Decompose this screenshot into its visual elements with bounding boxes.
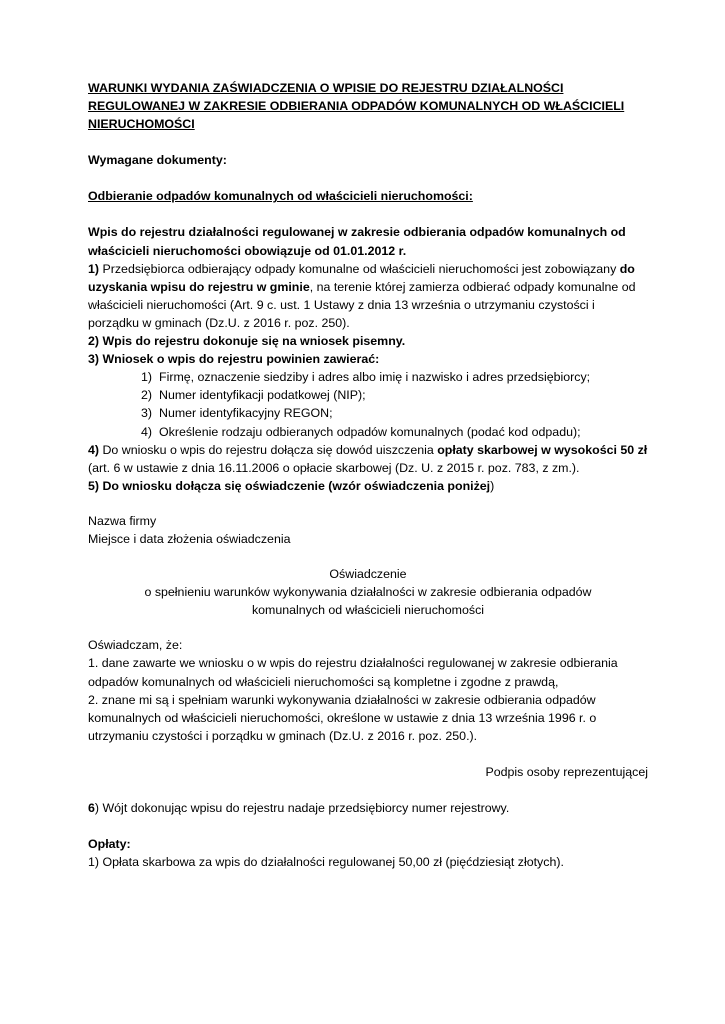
paragraph-6 — [88, 799, 648, 817]
requirements-list — [88, 368, 648, 440]
paragraph-4-text-b: (art. 6 w ustawie z dnia 16.11.2006 o opłacie skarbowej (Dz. U. z 2015 r. poz. 783, z zm.). — [88, 460, 580, 475]
list-item-number: 1) — [140, 370, 152, 385]
list-item-text: Określenie rodzaju odbieranych odpadów komunalnych (podać kod odpadu); — [159, 424, 581, 439]
declaration-title: Oświadczenie — [329, 567, 407, 582]
paragraph-6-text: ) Wójt dokonując wpisu do rejestru nadaje przedsiębiorcy numer rejestrowy. — [94, 801, 510, 815]
paragraph-4-number: 4) — [88, 442, 100, 457]
declaration-item-2: 2. znane mi są i spełniam warunki wykonywania działalności w zakresie odbierania odpadów komunalnych od właścicieli nieruchomości, określone w ustawie z dnia 13 września 1996 r. o utrzymaniu czystości i porządku w gminach (Dz.U. z 2016 r. poz. 250.). — [88, 692, 597, 743]
paragraph-3: 3) Wniosek o wpis do rejestru powinien zawierać: — [88, 352, 380, 367]
section-heading: Odbieranie odpadów komunalnych od właścicieli nieruchomości: — [88, 189, 473, 204]
required-documents-label: Wymagane dokumenty: — [88, 153, 227, 168]
place-date-label: Miejsce i data złożenia oświadczenia — [88, 531, 291, 546]
paragraph-4 — [88, 441, 648, 477]
paragraph-1 — [88, 260, 648, 332]
list-item-text: Numer identyfikacyjny REGON; — [159, 406, 333, 421]
paragraph-4-bold: opłaty skarbowej w wysokości 50 zł — [437, 442, 648, 457]
document-title: WARUNKI WYDANIA ZAŚWIADCZENIA O WPISIE DO REJESTRU DZIAŁALNOŚCI REGULOWANEJ W ZAKRESIE ODBIERANIA ODPADÓW KOMUNALNYCH OD WŁAŚCICIELI NIERUCHOMOŚCI — [88, 81, 625, 132]
paragraph-4-text-a: Do wniosku o wpis do rejestru dołącza się dowód uiszczenia — [99, 442, 438, 457]
list-item-text: Firmę, oznaczenie siedziby i adres albo imię i nazwisko i adres przedsiębiorcy; — [159, 370, 591, 385]
list-item — [131, 368, 648, 386]
list-item-number: 3) — [140, 406, 152, 421]
declaration-item-1: 1. dane zawarte we wniosku o w wpis do rejestru działalności regulowanej w zakresie odbierania odpadów komunalnych od właścicieli nieruchomości są kompletne i zgodne z prawdą, — [88, 656, 618, 689]
list-item-text: Numer identyfikacji podatkowej (NIP); — [159, 388, 366, 403]
list-item-number: 4) — [140, 424, 152, 439]
paragraph-1-text-b: , na terenie której zamierza odbierać odpady komunalne od właścicieli nieruchomości (Art. 9 c. ust. 1 Ustawy z dnia 13 września o utrzymaniu czystości i porządku w gminach (Dz.U. z 2016 r. poz. 250). — [88, 279, 636, 330]
paragraph-1-bold: do uzyskania wpisu do rejestru w gminie — [88, 261, 635, 294]
signature-label: Podpis osoby reprezentującej — [485, 764, 648, 779]
document-page — [88, 79, 648, 871]
paragraph-2: 2) Wpis do rejestru dokonuje się na wniosek pisemny. — [88, 334, 406, 349]
paragraph-5 — [88, 477, 648, 495]
list-item — [131, 423, 648, 441]
fees-heading: Opłaty: — [88, 837, 131, 852]
list-item — [131, 404, 648, 422]
paragraph-1-text-a: Przedsiębiorca odbierający odpady komunalne od właścicieli nieruchomości jest zobowiązany — [99, 261, 620, 276]
paragraph-1-number: 1) — [88, 261, 100, 276]
list-item — [131, 386, 648, 404]
intro-paragraph: Wpis do rejestru działalności regulowanej w zakresie odbierania odpadów komunalnych od właścicieli nieruchomości obowiązuje od 01.01.2012 r. — [88, 225, 626, 258]
declare-label: Oświadczam, że: — [88, 638, 183, 653]
paragraph-5-bold: 5) Do wniosku dołącza się oświadczenie (wzór oświadczenia poniżej — [88, 478, 491, 493]
declaration-subtitle: o spełnieniu warunków wykonywania działalności w zakresie odbierania odpadów komunalnych od właścicieli nieruchomości — [144, 585, 592, 618]
paragraph-5-text: ) — [490, 478, 495, 493]
fees-item: 1) Opłata skarbowa za wpis do działalności regulowanej 50,00 zł (pięćdziesiąt złotych). — [88, 855, 564, 870]
company-name-label: Nazwa firmy — [88, 513, 157, 528]
paragraph-6-number: 6 — [88, 801, 95, 815]
list-item-number: 2) — [140, 388, 152, 403]
